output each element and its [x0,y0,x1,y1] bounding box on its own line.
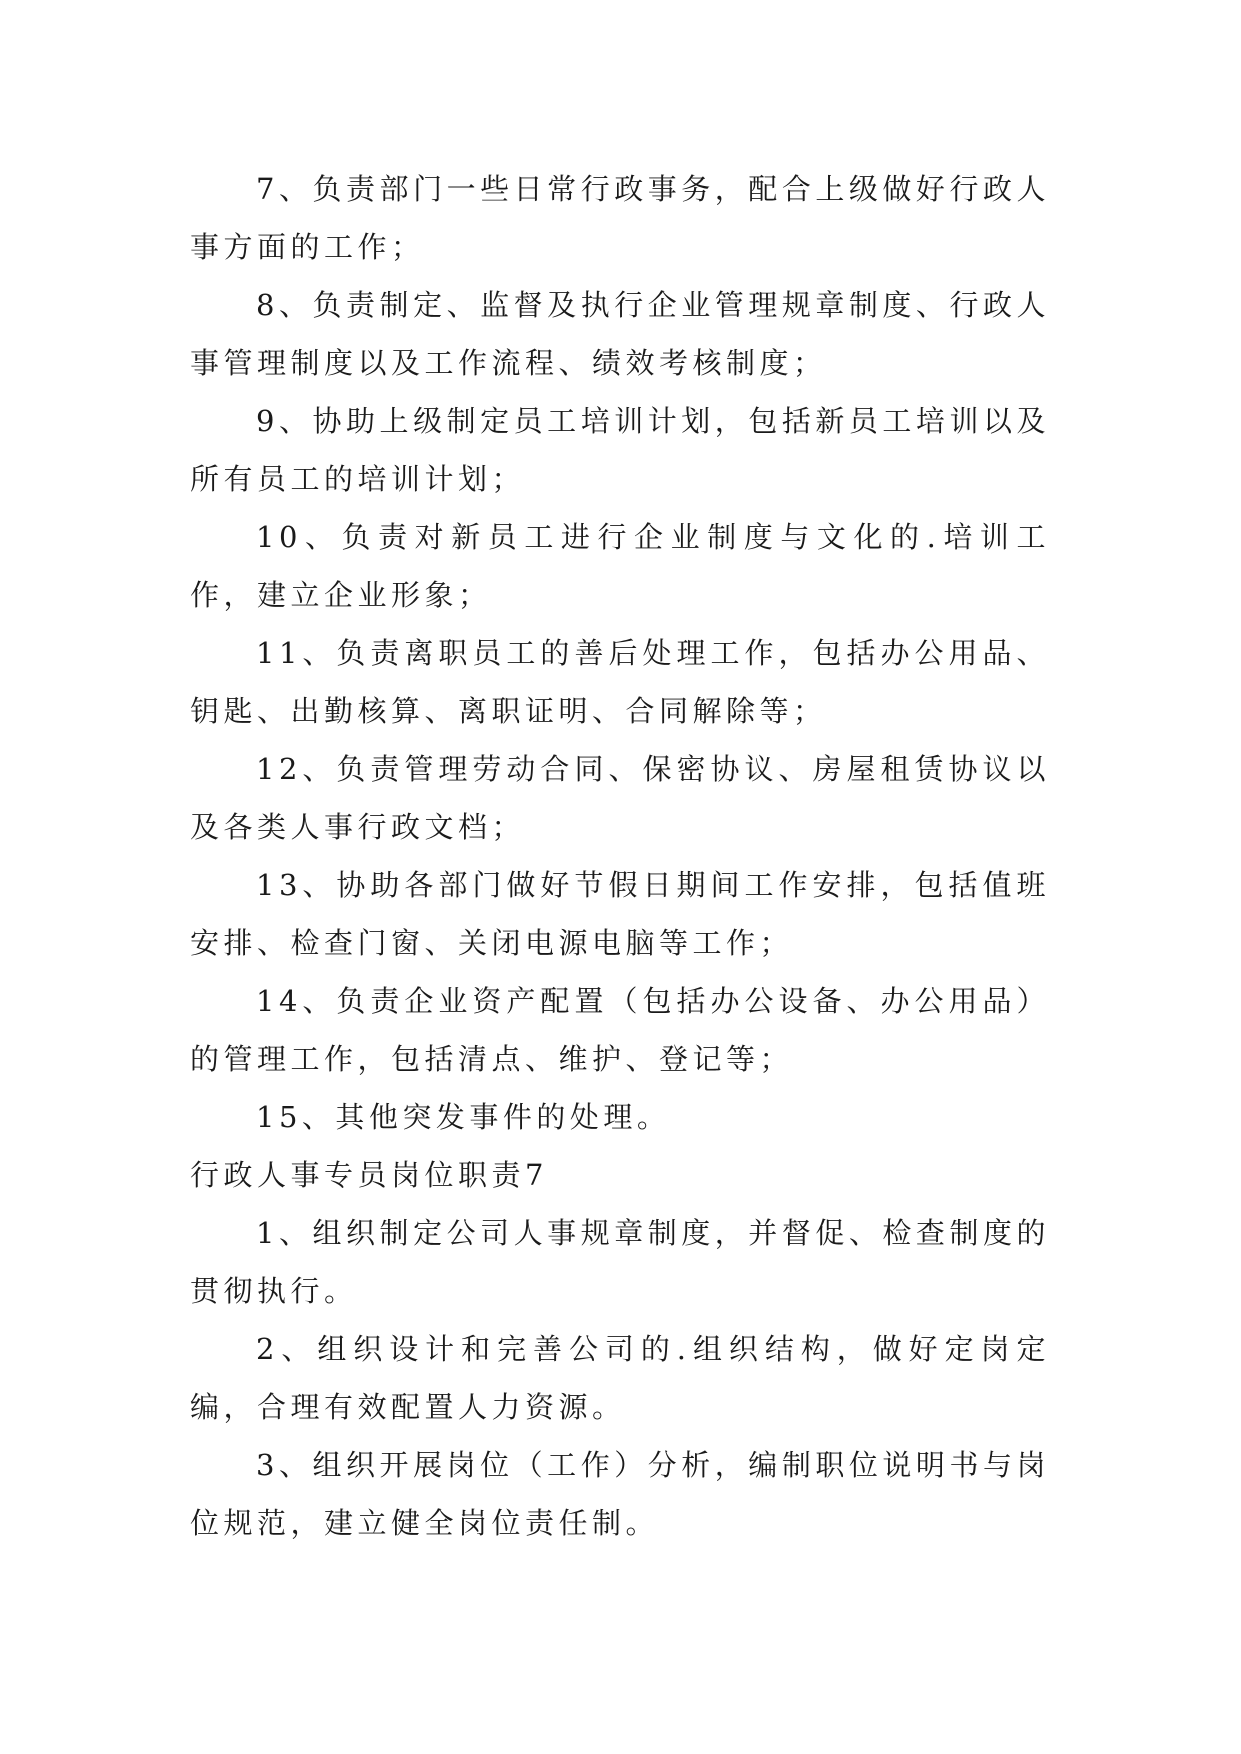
paragraph-item-7: 7、负责部门一些日常行政事务，配合上级做好行政人事方面的工作； [190,172,1050,264]
paragraph-item-9: 9、协助上级制定员工培训计划，包括新员工培训以及所有员工的培训计划； [190,404,1050,496]
paragraph-item-13: 13、协助各部门做好节假日期间工作安排，包括值班安排、检查门窗、关闭电源电脑等工作； [190,868,1050,960]
paragraph-item-14: 14、负责企业资产配置（包括办公设备、办公用品）的管理工作，包括清点、维护、登记等； [190,984,1050,1076]
section-paragraph-1: 1、组织制定公司人事规章制度，并督促、检查制度的贯彻执行。 [190,1216,1050,1308]
section-paragraph-2: 2、组织设计和完善公司的.组织结构，做好定岗定编，合理有效配置人力资源。 [190,1332,1050,1424]
document-body [190,160,1050,1552]
section-heading: 行政人事专员岗位职责7 [190,1158,548,1192]
paragraph-item-12: 12、负责管理劳动合同、保密协议、房屋租赁协议以及各类人事行政文档； [190,752,1050,844]
section-paragraph-3: 3、组织开展岗位（工作）分析，编制职位说明书与岗位规范，建立健全岗位责任制。 [190,1448,1050,1540]
paragraph-item-10: 10、负责对新员工进行企业制度与文化的.培训工作，建立企业形象； [190,520,1050,612]
paragraph-item-11: 11、负责离职员工的善后处理工作，包括办公用品、钥匙、出勤核算、离职证明、合同解除等； [190,636,1050,728]
paragraph-item-15: 15、其他突发事件的处理。 [256,1100,671,1134]
paragraph-item-8: 8、负责制定、监督及执行企业管理规章制度、行政人事管理制度以及工作流程、绩效考核制度； [190,288,1050,380]
